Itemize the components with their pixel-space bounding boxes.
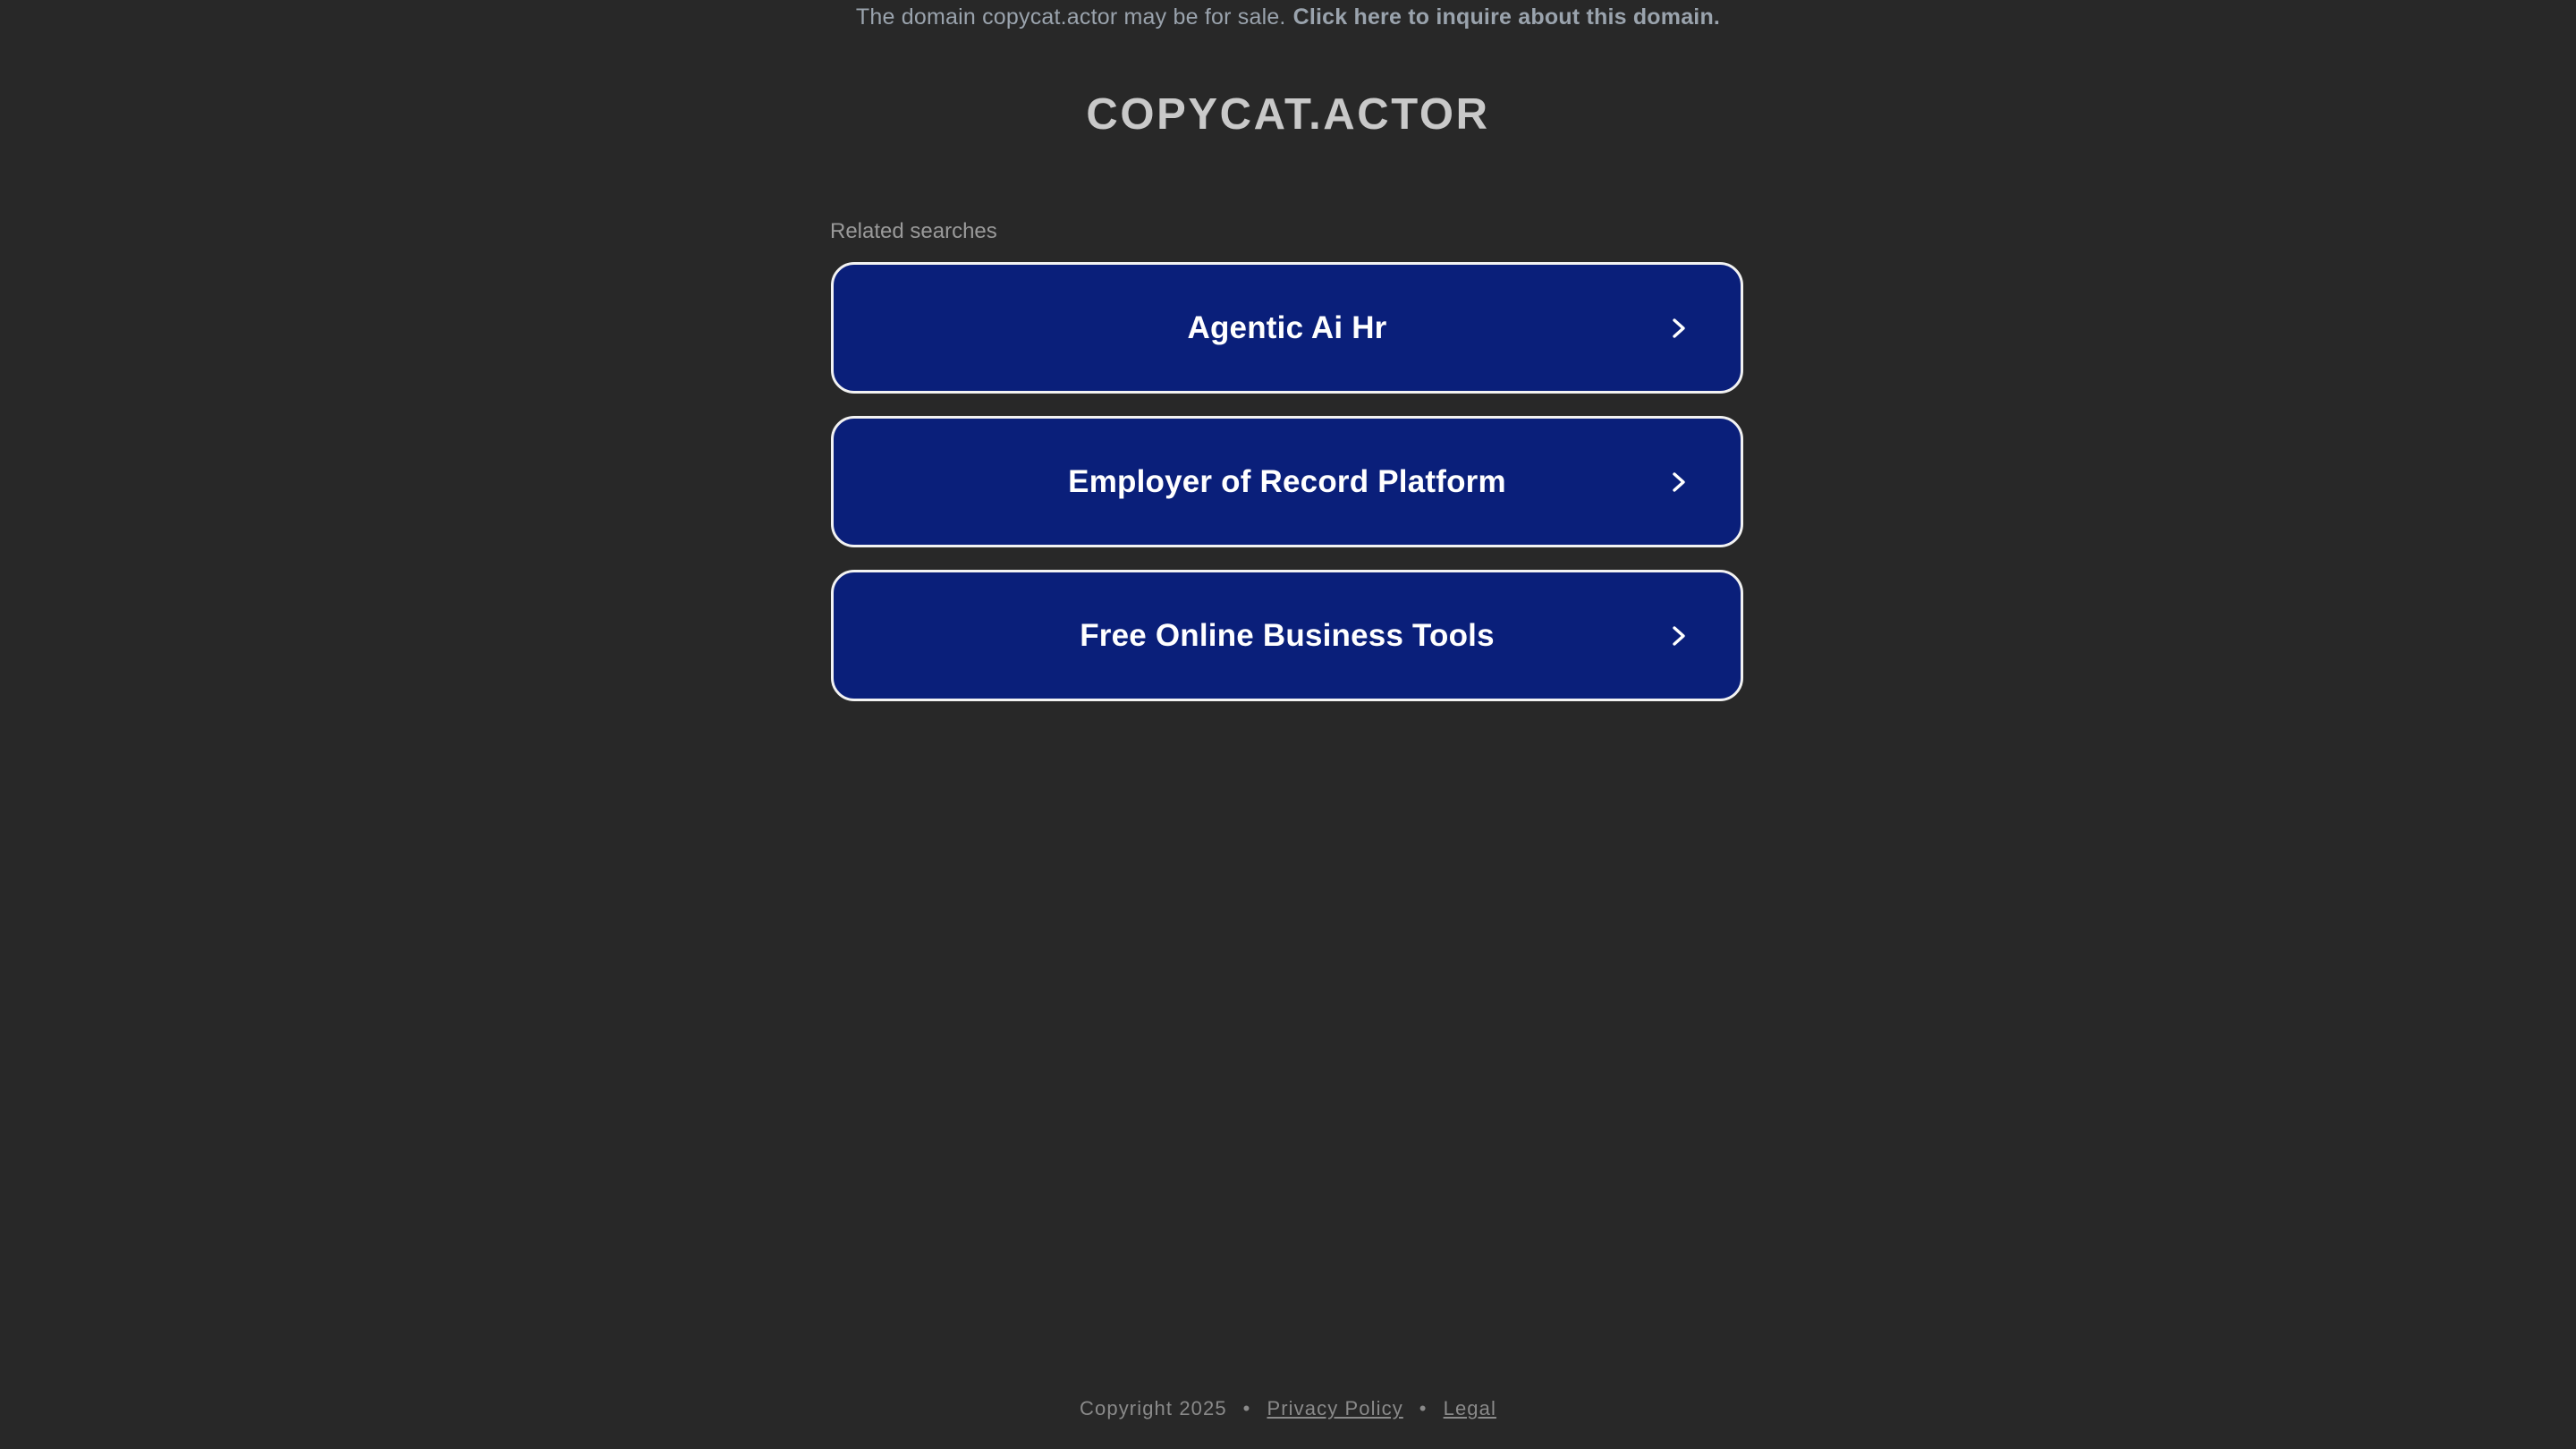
related-search-card-2[interactable]: [831, 416, 1743, 547]
inquire-domain-link[interactable]: Click here to inquire about this domain.: [1292, 4, 1721, 30]
footer-copyright: Copyright 2025: [1080, 1397, 1227, 1419]
chevron-right-icon: [1667, 624, 1690, 648]
sale-banner-text: The domain copycat.actor may be for sale.: [855, 4, 1286, 30]
footer: [0, 1397, 2576, 1420]
chevron-right-icon: [1667, 470, 1690, 494]
chevron-right-icon: [1667, 317, 1690, 340]
related-search-label: Free Online Business Tools: [1080, 617, 1495, 653]
related-searches-list: [831, 262, 1743, 701]
related-search-card-3[interactable]: [831, 570, 1743, 701]
legal-link[interactable]: Legal: [1443, 1397, 1496, 1419]
related-search-label: Agentic Ai Hr: [1187, 309, 1387, 345]
related-search-card-1[interactable]: [831, 262, 1743, 394]
page-title: COPYCAT.ACTOR: [1086, 90, 1490, 139]
footer-separator: •: [1419, 1397, 1428, 1419]
domain-sale-banner: [0, 0, 2576, 34]
related-searches-label: Related searches: [830, 219, 997, 243]
footer-separator: •: [1242, 1397, 1251, 1419]
privacy-policy-link[interactable]: Privacy Policy: [1267, 1397, 1403, 1419]
related-search-label: Employer of Record Platform: [1068, 463, 1506, 499]
